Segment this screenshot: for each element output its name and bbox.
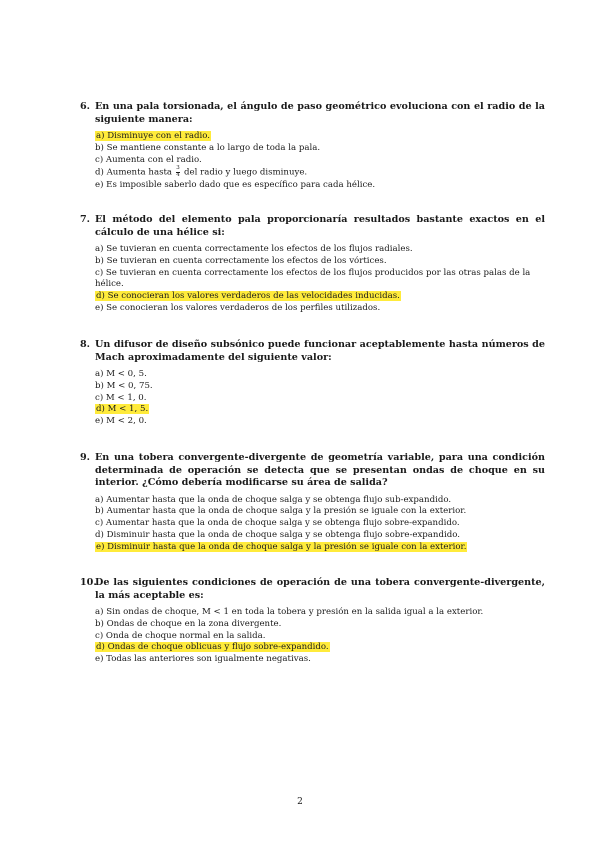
option-b[interactable]: b) Aumentar hasta que la onda de choque salga y la presión se iguale con la exterior. — [95, 506, 467, 517]
option-b[interactable]: b) Se tuvieran en cuenta correctamente los efectos de los vórtices. — [95, 255, 387, 266]
option-d[interactable] — [95, 291, 545, 303]
option-c[interactable]: c) Se tuvieran en cuenta correctamente los efectos de los flujos producidos por las otras palas de la hélice. — [95, 267, 531, 290]
option-d[interactable] — [95, 166, 545, 179]
option-c[interactable]: c) Aumenta con el radio. — [95, 154, 202, 165]
options-list — [80, 131, 545, 191]
question-header — [80, 214, 545, 239]
question-10 — [80, 577, 545, 666]
option-b[interactable]: b) Ondas de choque en la zona divergente. — [95, 618, 282, 629]
option-c[interactable]: c) Aumentar hasta que la onda de choque salga y se obtenga flujo sobre-expandido. — [95, 518, 460, 529]
option-d[interactable]: d) Disminuir hasta que la onda de choque salga y se obtenga flujo sobre-expandido. — [95, 529, 460, 540]
question-text: El método del elemento pala proporcionaría resultados bastante exactos en el cálculo de una hélice si: — [95, 214, 545, 238]
question-header — [80, 452, 545, 490]
highlighted-answer: d) Ondas de choque oblicuas y flujo sobre-expandido. — [96, 642, 329, 653]
option-e[interactable]: e) Todas las anteriores son igualmente negativas. — [95, 654, 311, 665]
option-e[interactable] — [95, 542, 545, 554]
option-c[interactable]: c) M < 1, 0. — [95, 392, 147, 403]
options-list — [80, 495, 545, 554]
question-text: Un difusor de diseño subsónico puede funcionar aceptablemente hasta números de Mach aproximadamente del siguiente valor: — [95, 339, 545, 363]
fraction-three-quarters — [176, 166, 181, 178]
question-header — [80, 101, 545, 126]
option-d-suffix: del radio y luego disminuye. — [184, 167, 308, 178]
option-d-text: d) Aumenta hasta — [95, 167, 173, 178]
highlighted-answer: d) Se conocieran los valores verdaderos de las velocidades inducidas. — [96, 291, 400, 302]
option-e[interactable]: e) Es imposible saberlo dado que es específico para cada hélice. — [95, 179, 376, 190]
option-b[interactable]: b) M < 0, 75. — [95, 380, 153, 391]
question-9 — [80, 452, 545, 553]
question-header — [80, 577, 545, 602]
option-a[interactable]: a) Aumentar hasta que la onda de choque salga y se obtenga flujo sub-expandido. — [95, 494, 452, 505]
question-7 — [80, 214, 545, 315]
fraction-denominator: 4 — [176, 171, 180, 178]
question-6 — [80, 101, 545, 191]
question-number: 9. — [80, 452, 91, 463]
option-e[interactable]: e) M < 2, 0. — [95, 416, 147, 427]
option-a[interactable]: a) Se tuvieran en cuenta correctamente los efectos de los flujos radiales. — [95, 244, 413, 254]
option-a[interactable]: a) Sin ondas de choque, M < 1 en toda la tobera y presión en la salida igual a la exterior. — [95, 607, 484, 617]
option-a[interactable] — [95, 131, 545, 143]
option-d[interactable] — [95, 404, 545, 416]
question-number: 7. — [80, 214, 91, 225]
question-number: 6. — [80, 101, 91, 112]
options-list — [80, 244, 545, 315]
option-b[interactable]: b) Se mantiene constante a lo largo de toda la pala. — [95, 142, 321, 153]
question-text: De las siguientes condiciones de operación de una tobera convergente-divergente, la más aceptable es: — [95, 577, 545, 601]
question-header — [80, 339, 545, 364]
option-a[interactable]: a) M < 0, 5. — [95, 369, 147, 379]
option-d[interactable] — [95, 642, 545, 654]
fraction-numerator: 3 — [176, 165, 180, 172]
options-list — [80, 607, 545, 666]
option-c[interactable]: c) Onda de choque normal en la salida. — [95, 630, 266, 641]
highlighted-answer: e) Disminuir hasta que la onda de choque salga y la presión se iguale con la exterior. — [96, 541, 467, 552]
question-number: 10. — [80, 577, 97, 588]
page-number: 2 — [297, 797, 303, 807]
highlighted-answer: a) Disminuye con el radio. — [96, 131, 210, 141]
question-text: En una pala torsionada, el ángulo de paso geométrico evoluciona con el radio de la siguiente manera: — [95, 101, 545, 125]
question-text: En una tobera convergente-divergente de geometría variable, para una condición determinada de operación se detecta que se presentan ondas de choque en su interior. ¿Cómo debería modificarse su área de salida? — [95, 452, 545, 488]
options-list — [80, 369, 545, 428]
highlighted-answer: d) M < 1, 5. — [96, 404, 149, 415]
question-number: 8. — [80, 339, 91, 350]
option-e[interactable]: e) Se conocieran los valores verdaderos de los perfiles utilizados. — [95, 302, 381, 313]
question-8 — [80, 339, 545, 428]
